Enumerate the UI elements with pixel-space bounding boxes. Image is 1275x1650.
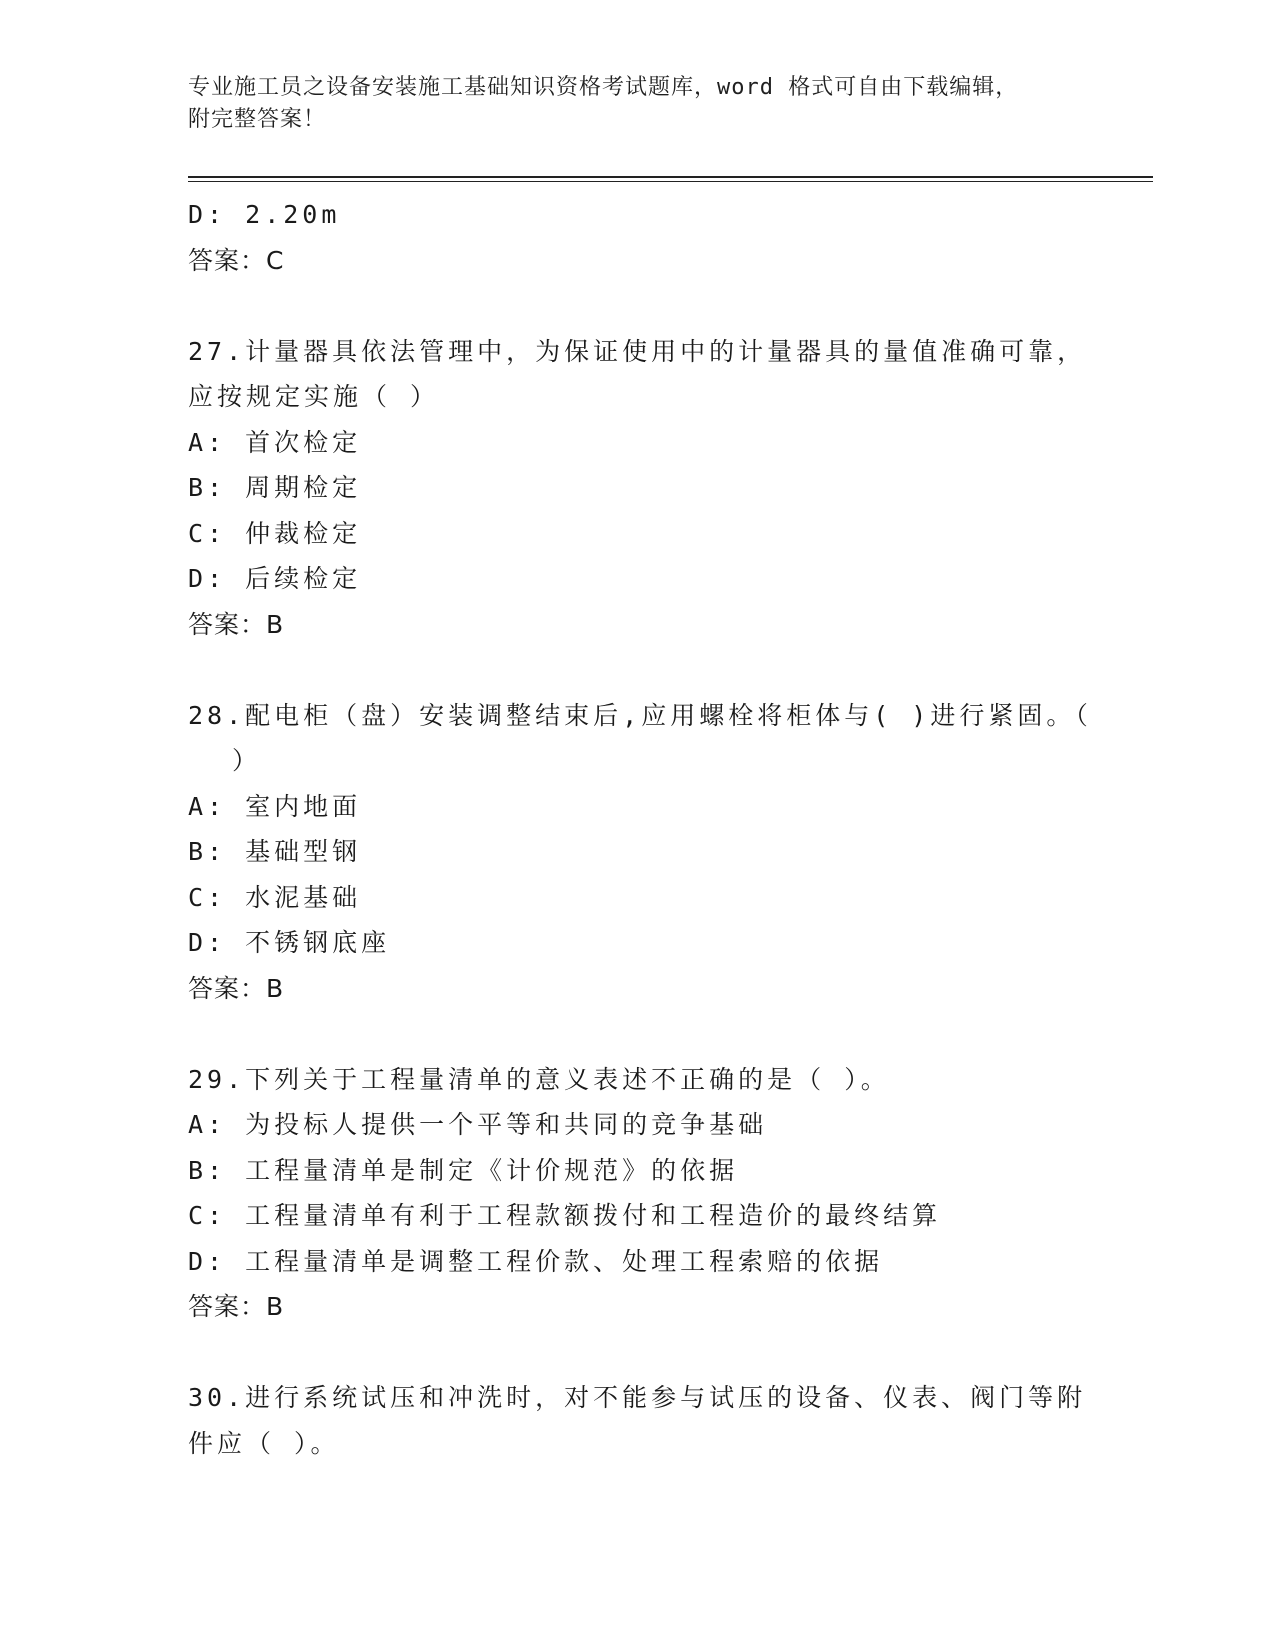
q28-option-a: A: 室内地面 [188, 791, 362, 821]
q28-option-c: C: 水泥基础 [188, 882, 362, 912]
question-content [188, 192, 1153, 1466]
header-line-1: 专业施工员之设备安装施工基础知识资格考试题库，word 格式可自由下载编辑， [188, 75, 1019, 100]
q29-option-c: C: 工程量清单有利于工程款额拨付和工程造价的最终结算 [188, 1201, 942, 1230]
q27-option-b: B: 周期检定 [188, 473, 362, 502]
spacer [188, 1330, 1153, 1376]
q27-option-c: C: 仲裁检定 [188, 518, 362, 548]
q28-answer: 答案：B [188, 973, 285, 1003]
q28-stem-line-1: 28.配电柜（盘）安装调整结束后,应用螺栓将柜体与( )进行紧固。（ [188, 700, 1092, 730]
q29-option-d: D: 工程量清单是调整工程价款、处理工程索赔的依据 [188, 1246, 884, 1276]
spacer [188, 283, 1153, 329]
q27-answer: 答案：B [188, 609, 285, 639]
document-page [188, 0, 1153, 1650]
q29-option-b: B: 工程量清单是制定《计价规范》的依据 [188, 1155, 739, 1185]
q29-option-a: A: 为投标人提供一个平等和共同的竞争基础 [188, 1110, 768, 1139]
q27-stem-line-2: 应按规定实施（ ） [188, 382, 440, 411]
page-header [188, 72, 1068, 136]
spacer [188, 647, 1153, 693]
q29-stem-line-1: 29.下列关于工程量清单的意义表述不正确的是（ ）。 [188, 1064, 890, 1094]
header-divider [188, 176, 1153, 182]
prev-answer: 答案：C [188, 245, 285, 275]
q29-answer: 答案：B [188, 1292, 285, 1321]
q30-stem-line-2: 件应（ ）。 [188, 1428, 340, 1458]
q28-option-d: D: 不锈钢底座 [188, 928, 391, 957]
q27-option-a: A: 首次检定 [188, 427, 362, 457]
q28-stem-line-2: ） [232, 746, 262, 775]
q28-option-b: B: 基础型钢 [188, 837, 362, 866]
q27-option-d: D: 后续检定 [188, 564, 362, 593]
q30-stem-line-1: 30.进行系统试压和冲洗时，对不能参与试压的设备、仪表、阀门等附 [188, 1383, 1087, 1412]
spacer [188, 1011, 1153, 1057]
q27-stem-line-1: 27.计量器具依法管理中，为保证使用中的计量器具的量值准确可靠， [188, 336, 1087, 366]
header-line-2: 附完整答案！ [188, 107, 327, 132]
prev-option-d: D: 2.20m [188, 200, 341, 229]
